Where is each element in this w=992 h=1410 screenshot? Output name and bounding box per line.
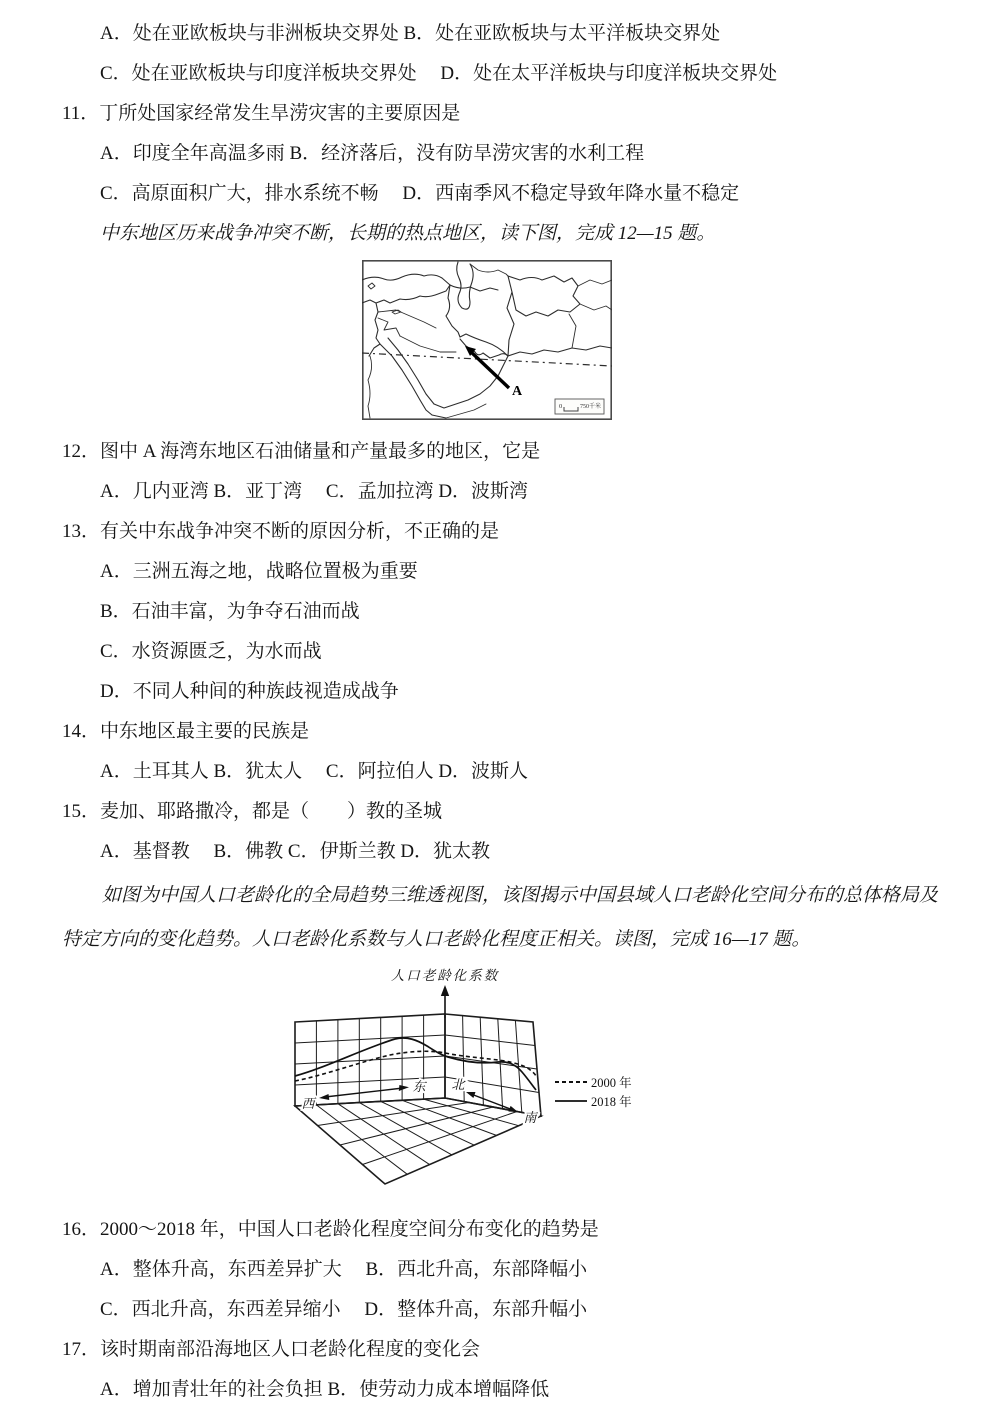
axis-label-east: 东 — [412, 1079, 426, 1094]
legend-label-2018: 2018 年 — [591, 1095, 632, 1109]
option-line: C．处在亚欧板块与印度洋板块交界处 D．处在太平洋板块与印度洋板块交界处 — [100, 63, 778, 84]
option-line: C．西北升高，东西差异缩小 D．整体升高，东部升幅小 — [100, 1299, 588, 1320]
option-line: D．不同人种间的种族歧视造成战争 — [100, 681, 399, 702]
option-line: A．增加青壮年的社会负担 B．使劳动力成本增幅降低 — [100, 1379, 550, 1400]
option-line: A．土耳其人 B．犹太人 C．阿拉伯人 D．波斯人 — [100, 761, 529, 782]
option-line: A．印度全年高温多雨 B．经济落后，没有防旱涝灾害的水利工程 — [100, 143, 645, 164]
question-line: 17．该时期南部沿海地区人口老龄化程度的变化会 — [62, 1339, 481, 1360]
map-label-a: A — [512, 384, 523, 399]
option-line: A．几内亚湾 B．亚丁湾 C．孟加拉湾 D．波斯湾 — [100, 481, 529, 502]
vertical-axis-arrow — [441, 985, 449, 1018]
vertical-axis-label: 人口老龄化系数 — [390, 968, 500, 983]
scale-text: 750千米 — [580, 404, 602, 410]
aging-3d-chart-figure — [285, 966, 740, 1204]
option-line: B．石油丰富，为争夺石油而战 — [100, 601, 360, 622]
passage-wrap-line: 如图为中国人口老龄化的全局趋势三维透视图，该图揭示中国县域人口老龄化空间分布的总体格局及特定方向的变化趋势。人口老龄化系数与人口老龄化程度正相关。读图，完成 16—17 题。 — [62, 885, 939, 950]
question-line: 13．有关中东战争冲突不断的原因分析，不正确的是 — [62, 521, 500, 542]
middle-east-map — [362, 260, 612, 420]
aging-3d-chart — [285, 966, 740, 1204]
map-frame — [363, 261, 611, 419]
question-line: 14．中东地区最主要的民族是 — [62, 721, 310, 742]
option-line: A．处在亚欧板块与非洲板块交界处 B．处在亚欧板块与太平洋板块交界处 — [100, 23, 721, 44]
question-line: 15．麦加、耶路撒冷，都是（ ）教的圣城 — [62, 801, 443, 822]
option-line: A．基督教 B．佛教 C．伊斯兰教 D．犹太教 — [100, 841, 491, 862]
legend-label-2000: 2000 年 — [591, 1076, 632, 1090]
map-scale-bar — [555, 399, 604, 414]
axis-label-west: 西 — [301, 1096, 315, 1111]
middle-east-map-figure — [362, 260, 612, 420]
axis-label-south: 南 — [523, 1110, 537, 1125]
passage-line: 中东地区历来战争冲突不断，长期的热点地区，读下图，完成 12—15 题。 — [100, 223, 716, 244]
option-line: A．整体升高，东西差异扩大 B．西北升高，东部降幅小 — [100, 1259, 588, 1280]
option-line: C．水资源匮乏，为水而战 — [100, 641, 322, 662]
option-line: C．高原面积广大，排水系统不畅 D．西南季风不稳定导致年降水量不稳定 — [100, 183, 740, 204]
chart-legend — [555, 1075, 632, 1109]
question-line: 16．2000～2018 年，中国人口老龄化程度空间分布变化的趋势是 — [62, 1219, 599, 1240]
floor-grid — [295, 1098, 541, 1184]
scale-zero: 0 — [559, 403, 563, 410]
question-line: 11．丁所处国家经常发生旱涝灾害的主要原因是 — [62, 103, 461, 124]
axis-label-north: 北 — [451, 1077, 465, 1092]
question-line: 12．图中 A 海湾东地区石油储量和产量最多的地区，它是 — [62, 441, 541, 462]
option-line: A．三洲五海之地，战略位置极为重要 — [100, 561, 418, 582]
